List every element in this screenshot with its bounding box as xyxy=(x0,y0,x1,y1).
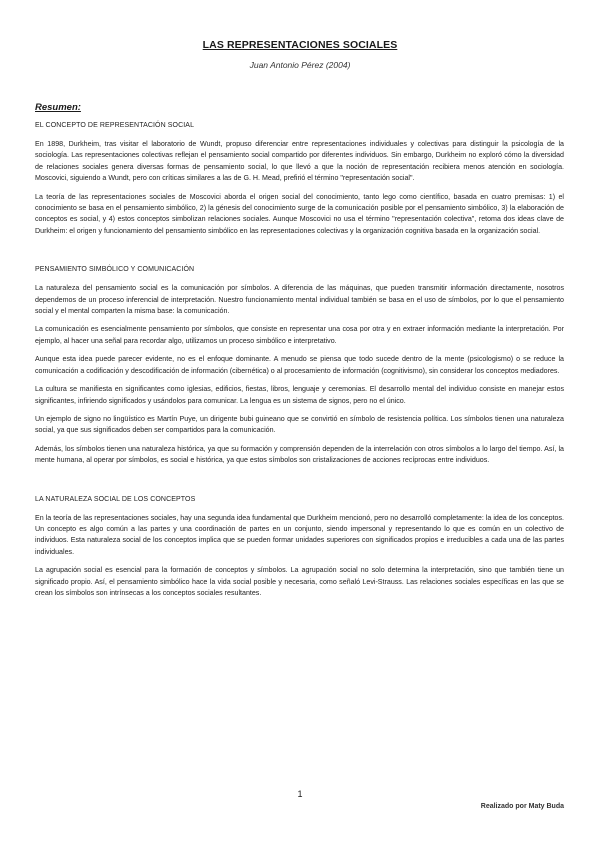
document-title: LAS REPRESENTACIONES SOCIALES xyxy=(202,39,398,51)
page-number: 1 xyxy=(297,789,303,799)
document-body xyxy=(35,102,564,606)
paragraph: La comunicación es esencialmente pensamiento por símbolos, que consiste en representar una cosa por otra y en extraer información mediante la interpretación. Por ejemplo, al hacer una señal para recordar algo, utilizamos un proceso simbólico e interpretativo. xyxy=(35,325,564,345)
section-heading: LA NATURALEZA SOCIAL DE LOS CONCEPTOS xyxy=(35,495,196,503)
section-heading: EL CONCEPTO DE REPRESENTACIÓN SOCIAL xyxy=(35,122,195,129)
document-author: Juan Antonio Pérez (2004) xyxy=(249,60,351,70)
footer-credit: Realizado por Maty Buda xyxy=(480,803,564,810)
paragraph: La naturaleza del pensamiento social es la comunicación por símbolos. A diferencia de las máquinas, que pueden transmitir información directamente, nosotros dependemos de un proceso inferencial de interpretación. Nuestro funcionamiento mental individual también se basa en el uso de símbolos, por lo que el pensamiento social y el mental comparten la misma base: la comunicación. xyxy=(35,284,564,316)
section-spacer xyxy=(35,474,564,496)
section-spacer xyxy=(35,244,564,266)
paragraph: La agrupación social es esencial para la formación de conceptos y símbolos. La agrupación social no solo determina la interpretación, sino que también tiene un significado propio. Así, el pensamiento simbólico hace la vida social posible y necesaria, como señaló Levi-Strauss. Las relaciones sociales específicas en las que se crean los símbolos son intrínsecas a los conceptos sociales resultantes. xyxy=(35,566,564,597)
paragraph: Además, los símbolos tienen una naturaleza histórica, ya que su formación y comprensión dependen de la interrelación con otros símbolos a lo largo del tiempo. Así, la mente humana, al operar por símbolos, es social e histórica, ya que estos símbolos son cristalizaciones de acciones recíprocas entre individuos. xyxy=(35,444,564,465)
paragraph: En la teoría de las representaciones sociales, hay una segunda idea fundamental que Durkheim mencionó, pero no desarrolló completamente: la idea de los conceptos. Un concepto es algo común a las partes y una coordinación de partes en un conjunto, siendo impersonal y representando lo que es común en un colectivo de individuos. Esta naturaleza social de los conceptos implica que se pueden formar unidades superiores con significados propios e irreducibles a cada una de las partes individuales. xyxy=(35,513,564,556)
paragraph: Aunque esta idea puede parecer evidente, no es el enfoque dominante. A menudo se piensa que todo sucede dentro de la mente (psicologismo) o se reduce la comunicación a codificación y descodificación de información (cibernética) o al procesamiento de información (cognitivismo), sin considerar los conceptos mediadores. xyxy=(35,355,564,375)
paragraph: En 1898, Durkheim, tras visitar el laboratorio de Wundt, propuso diferenciar entre representaciones individuales y colectivas para distinguir la psicología de la sociología. Las representaciones colectivas reflejan el pensamiento social compartido por diferentes individuos. Sin embargo, Durkheim no exploró cómo la diversidad de relaciones sociales genera diversas formas de pensamiento social, lo que llevó a que la noción de representación recibiera menos atención en sociología. Moscovici, siguiendo a Wundt, pero con críticas similares a las de G. H. Mead, prefirió el término "representación social". xyxy=(35,140,564,183)
paragraph: Un ejemplo de signo no lingüístico es Martín Puye, un dirigente bubi guineano que se convirtió en símbolo de resistencia política. Los símbolos tienen una naturaleza social, ya que sus significados deben ser compartidos para la comunicación. xyxy=(35,414,564,435)
section-naturaleza xyxy=(35,496,564,600)
section-concepto xyxy=(35,122,564,237)
paragraph: La cultura se manifiesta en significantes como iglesias, edificios, fiestas, libros, lenguaje y ceremonias. El desarrollo mental del individuo consiste en manejar estos significantes, infiriendo significados y usándolos para comunicar. La lengua es un sistema de signos, pero no el único. xyxy=(35,385,564,405)
section-heading: PENSAMIENTO SIMBÓLICO Y COMUNICACIÓN xyxy=(35,266,195,274)
section-pensamiento xyxy=(35,266,564,466)
paragraph: La teoría de las representaciones sociales de Moscovici aborda el origen social del conocimiento, tanto lego como científico, basada en cuatro premisas: 1) el conocimiento se basa en el pensamiento simbólico, 2) la génesis del conocimiento surge de la comunicación posible por el pensamiento simbólico, 3) la elaboración de conceptos es social, y 4) estos conceptos simbolizan relaciones sociales. Aunque Moscovici no usa el término "representación colectiva", retoma dos ideas clave de Durkheim: el origen y funcionamiento del pensamiento simbólico en las representaciones colectivas y la organización cognitiva basada en la organización social. xyxy=(35,192,564,235)
resumen-label: Resumen: xyxy=(35,102,81,113)
